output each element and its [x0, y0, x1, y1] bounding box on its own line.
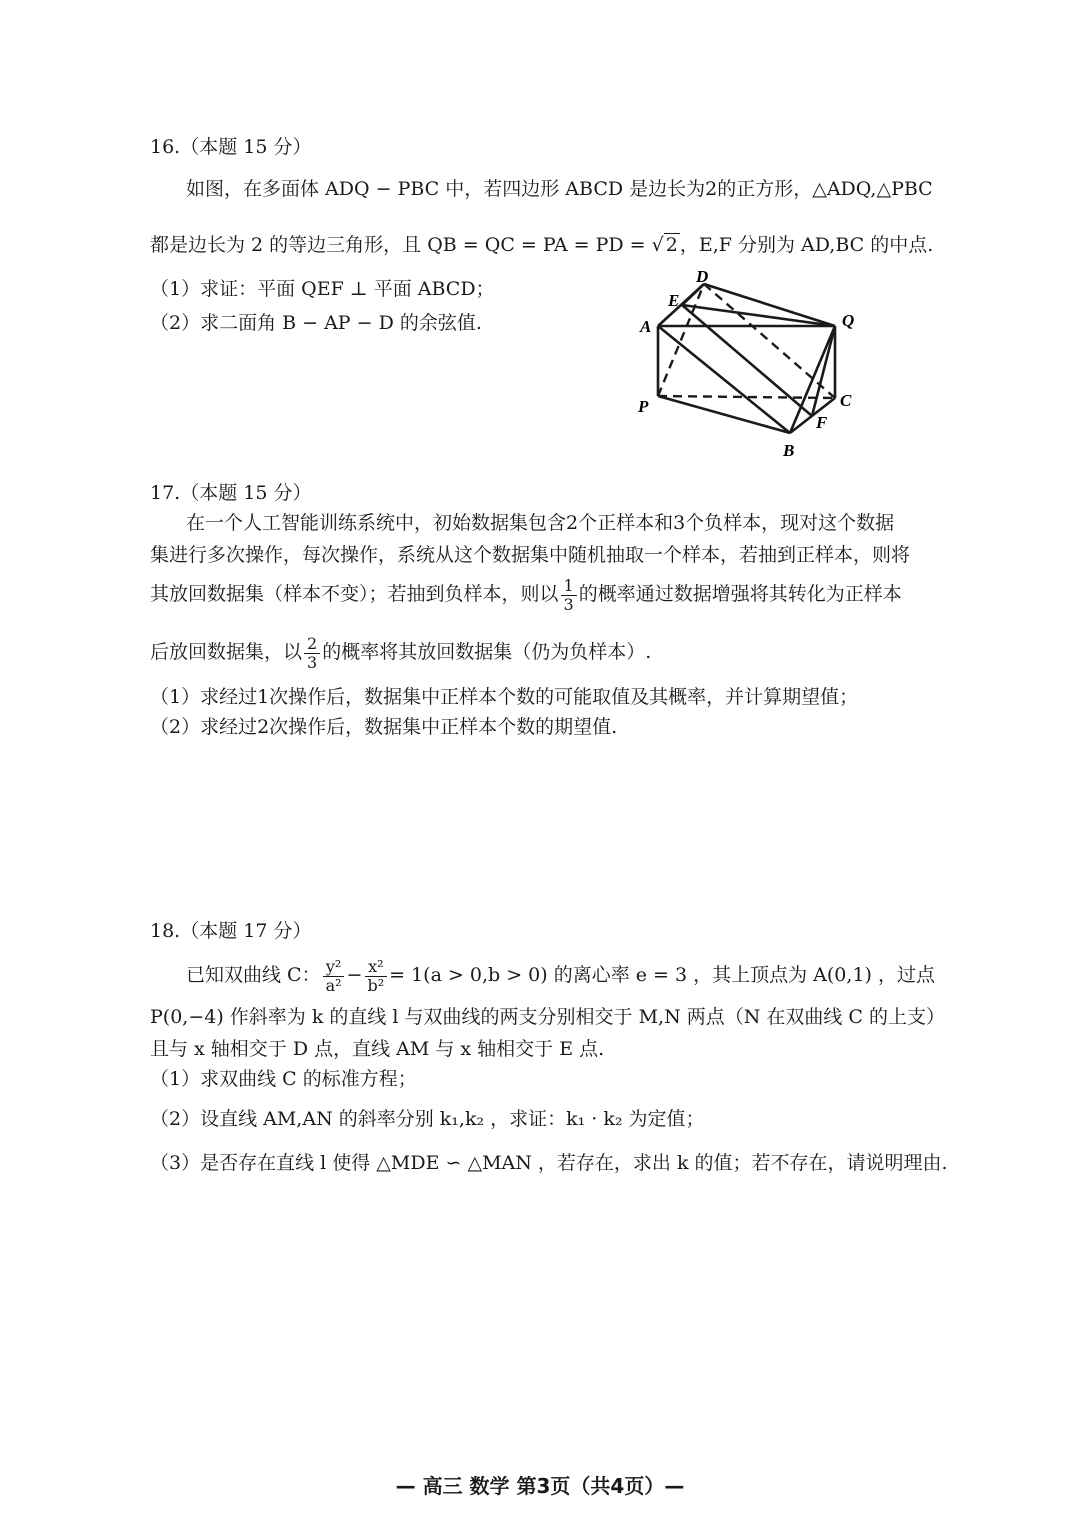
edge-EQ: [682, 305, 835, 326]
edge-PB: [658, 396, 790, 433]
q17-heading: 17.（本题 15 分）: [150, 482, 312, 504]
q17-text-line-3: [150, 572, 902, 616]
sqrt-radicand: 2: [665, 234, 678, 256]
label-D: D: [696, 268, 709, 286]
q18-text-line-2: P(0,−4) 作斜率为 k 的直线 l 与双曲线的两支分别相交于 M,N 两点（N 在双曲线 C 的上支）: [150, 1006, 946, 1028]
label-B: B: [783, 441, 795, 460]
q16-text-line-2: [150, 232, 933, 258]
q18-line1-start: 已知双曲线 C：: [186, 964, 321, 986]
label-A: A: [640, 317, 652, 336]
q16-heading: 16.（本题 15 分）: [150, 136, 312, 158]
q18-line1-end: = 1(a > 0,b > 0) 的离心率 e = 3 ，其上顶点为 A(0,1) ，过点: [389, 964, 935, 986]
q16-part-1: （1）求证：平面 QEF ⊥ 平面 ABCD；: [150, 278, 495, 300]
q18-part-3: （3）是否存在直线 l 使得 △MDE ∽ △MAN ，若存在，求出 k 的值；若不存在，请说明理由.: [150, 1152, 948, 1174]
q17-part-2: （2）求经过2次操作后，数据集中正样本个数的期望值.: [150, 716, 618, 738]
q18-text-line-3: 且与 x 轴相交于 D 点，直线 AM 与 x 轴相交于 E 点.: [150, 1038, 605, 1060]
edge-DQ: [704, 284, 835, 326]
fraction-denominator: 3: [307, 652, 318, 672]
fraction-denominator: 3: [563, 594, 574, 614]
fraction-one-third: [561, 577, 577, 614]
page-footer: — 高三 数学 第3页（共4页）—: [395, 1474, 685, 1498]
fraction-numerator: 1: [561, 577, 577, 596]
q16-line2-end: ，E,F 分别为 AD,BC 的中点.: [679, 234, 934, 256]
q18-part-2: （2）设直线 AM,AN 的斜率分别 k₁,k₂ ，求证：k₁ · k₂ 为定值；: [150, 1108, 705, 1130]
q18-heading: 18.（本题 17 分）: [150, 920, 312, 942]
fraction-x2-b2: [364, 958, 387, 995]
label-F: F: [816, 413, 828, 432]
q18-part-1: （1）求双曲线 C 的标准方程；: [150, 1068, 417, 1090]
fraction-numerator: x²: [365, 958, 386, 977]
fraction-two-thirds: [304, 635, 320, 672]
q17-text-line-2: 集进行多次操作，每次操作，系统从这个数据集中随机抽取一个样本，若抽到正样本，则将: [150, 544, 911, 566]
q18-text-line-1: [186, 950, 935, 1000]
polyhedron-figure: [630, 268, 870, 468]
fraction-numerator: y²: [323, 958, 344, 977]
q17-line4-start: 后放回数据集，以: [150, 641, 303, 663]
minus-sign: −: [346, 964, 363, 986]
q16-line2-start: 都是边长为 2 的等边三角形，且 QB = QC = PA = PD =: [150, 234, 652, 256]
q17-text-line-4: [150, 630, 651, 674]
fraction-numerator: 2: [304, 635, 320, 654]
fraction-denominator: b²: [367, 975, 385, 995]
label-P: P: [638, 397, 649, 416]
sqrt-symbol: √ 2: [651, 234, 678, 256]
q17-line3-end: 的概率通过数据增强将其转化为正样本: [578, 583, 902, 605]
q17-line4-end: 的概率将其放回数据集（仍为负样本）.: [322, 641, 652, 663]
label-Q: Q: [842, 311, 855, 330]
q16-part-2: （2）求二面角 B − AP − D 的余弦值.: [150, 312, 482, 334]
q17-part-1: （1）求经过1次操作后，数据集中正样本个数的可能取值及其概率，并计算期望值；: [150, 686, 859, 708]
label-C: C: [840, 391, 852, 410]
label-E: E: [668, 291, 680, 310]
q17-text-line-1: 在一个人工智能训练系统中，初始数据集包含2个正样本和3个负样本，现对这个数据: [186, 512, 895, 534]
fraction-y2-a2: [323, 958, 345, 995]
q16-text-line-1: 如图，在多面体 ADQ − PBC 中，若四边形 ABCD 是边长为2的正方形，△ADQ,△PBC: [186, 178, 933, 200]
q17-line3-start: 其放回数据集（样本不变）；若抽到负样本，则以: [150, 583, 559, 605]
fraction-denominator: a²: [325, 975, 342, 995]
edge-PD-hidden: [658, 284, 704, 396]
